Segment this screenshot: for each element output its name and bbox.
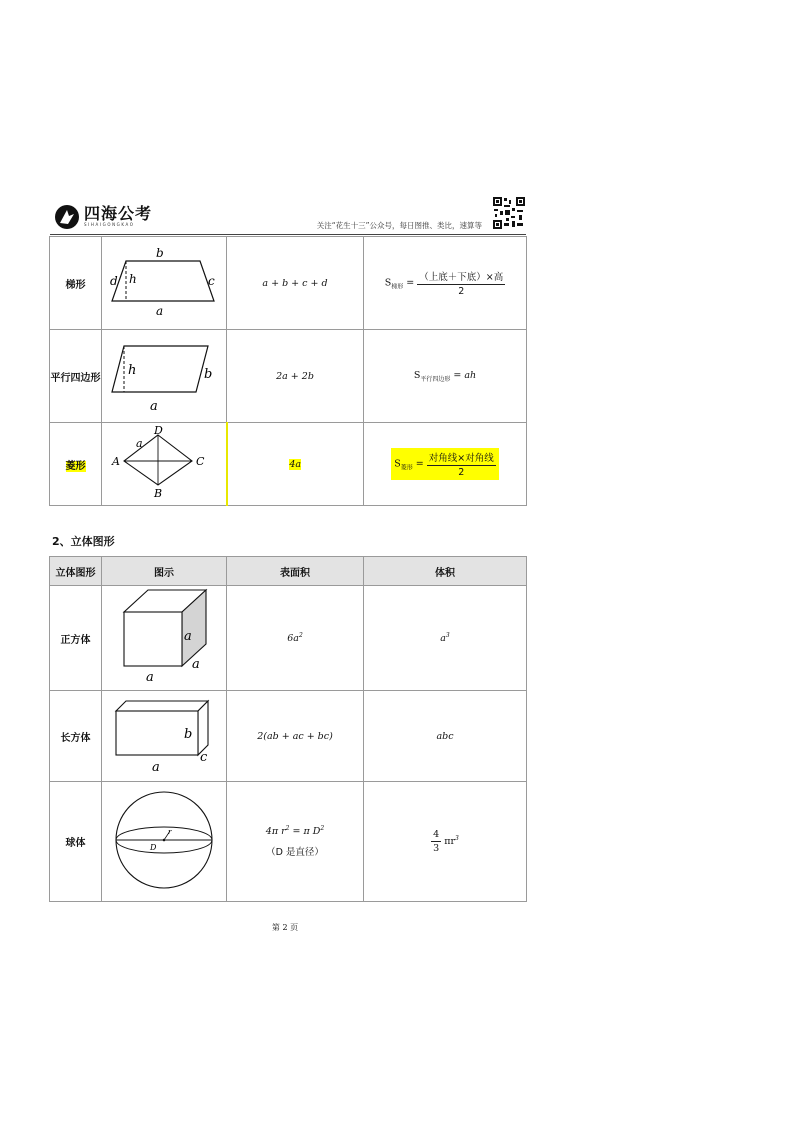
logo — [54, 204, 152, 230]
table-row — [50, 330, 527, 423]
shape-name: 平行四边形 — [50, 330, 102, 423]
volume-formula: $a^3$ — [364, 586, 527, 691]
label-A: A — [111, 455, 120, 468]
table-row — [50, 782, 527, 902]
solid-name: 长方体 — [50, 691, 102, 782]
label-a: a — [150, 399, 158, 414]
table-row — [50, 691, 527, 782]
page-number: 第 2 页 — [271, 923, 299, 932]
shape-name: 菱形 — [50, 423, 102, 506]
solid-name: 正方体 — [50, 586, 102, 691]
surface-formula: 4π $r^2 = \pi$ $D^2$ （D 是直径） — [227, 782, 364, 902]
perimeter-formula: 2a + 2b — [227, 330, 364, 423]
label-a: a — [156, 304, 164, 318]
label-d: d — [110, 274, 118, 288]
section-title: 2、立体图形 — [52, 535, 115, 548]
label-a: a — [152, 760, 160, 775]
logo-title: 四海公考 — [84, 204, 153, 223]
label-b: b — [204, 367, 213, 382]
solid-figures-table — [49, 556, 527, 902]
label-c: c — [200, 750, 208, 765]
label-c: c — [208, 274, 215, 288]
label-b: b — [156, 246, 164, 260]
header-surface: 表面积 — [227, 557, 364, 586]
header-volume: 体积 — [364, 557, 527, 586]
sphere-figure — [102, 782, 227, 902]
header-solid: 立体图形 — [50, 557, 102, 586]
logo-mark-icon — [54, 204, 80, 230]
solid-name: 球体 — [50, 782, 102, 902]
label-D: D — [150, 842, 157, 852]
trapezoid-figure — [102, 237, 227, 330]
table-row — [50, 237, 527, 330]
label-a2: a — [192, 657, 200, 672]
logo-subtitle: SIHAIGONGKAO — [84, 222, 135, 227]
area-formula: $S_{菱形}$ = $\frac{\text{对角线×对角线}}{2}$ — [364, 423, 527, 506]
label-h: h — [129, 272, 137, 286]
shape-name: 梯形 — [50, 237, 102, 330]
area-formula: $S_{平行四边形}$ = ah — [364, 330, 527, 423]
surface-formula: $6a^2$ — [227, 586, 364, 691]
table-header-row — [50, 557, 527, 586]
label-D: D — [153, 424, 163, 437]
parallelogram-figure — [102, 330, 227, 423]
header-divider — [50, 234, 526, 235]
label-b: b — [184, 727, 193, 742]
perimeter-formula: 4a — [227, 423, 364, 506]
surface-formula: 2(ab + ac + bc) — [227, 691, 364, 782]
label-B: B — [153, 487, 162, 500]
page-header — [50, 196, 526, 236]
header-tagline: 关注“花生十三”公众号，每日图推、类比，速算等 — [316, 221, 482, 230]
perimeter-formula: a + b + c + d — [227, 237, 364, 330]
label-C: C — [195, 455, 205, 468]
volume-formula: $\frac{4}{3}$ $\pi r^3$ — [364, 782, 527, 902]
rhombus-figure — [102, 423, 227, 506]
volume-formula: abc — [364, 691, 527, 782]
label-h: h — [128, 363, 137, 378]
table-row — [50, 423, 527, 506]
label-r: r — [168, 827, 172, 836]
plane-figures-table — [49, 236, 527, 506]
area-formula: $S_{梯形}$ = $\frac{\text{（上底＋下底）×高}}{2}$ — [364, 237, 527, 330]
label-a1: a — [184, 629, 192, 644]
cube-figure — [102, 586, 227, 691]
label-a3: a — [146, 670, 154, 685]
label-a: a — [135, 437, 143, 450]
cuboid-figure — [102, 691, 227, 782]
qr-code-icon — [492, 196, 526, 230]
header-figure: 图示 — [102, 557, 227, 586]
table-row — [50, 586, 527, 691]
surface-note: （D 是直径） — [266, 846, 324, 858]
